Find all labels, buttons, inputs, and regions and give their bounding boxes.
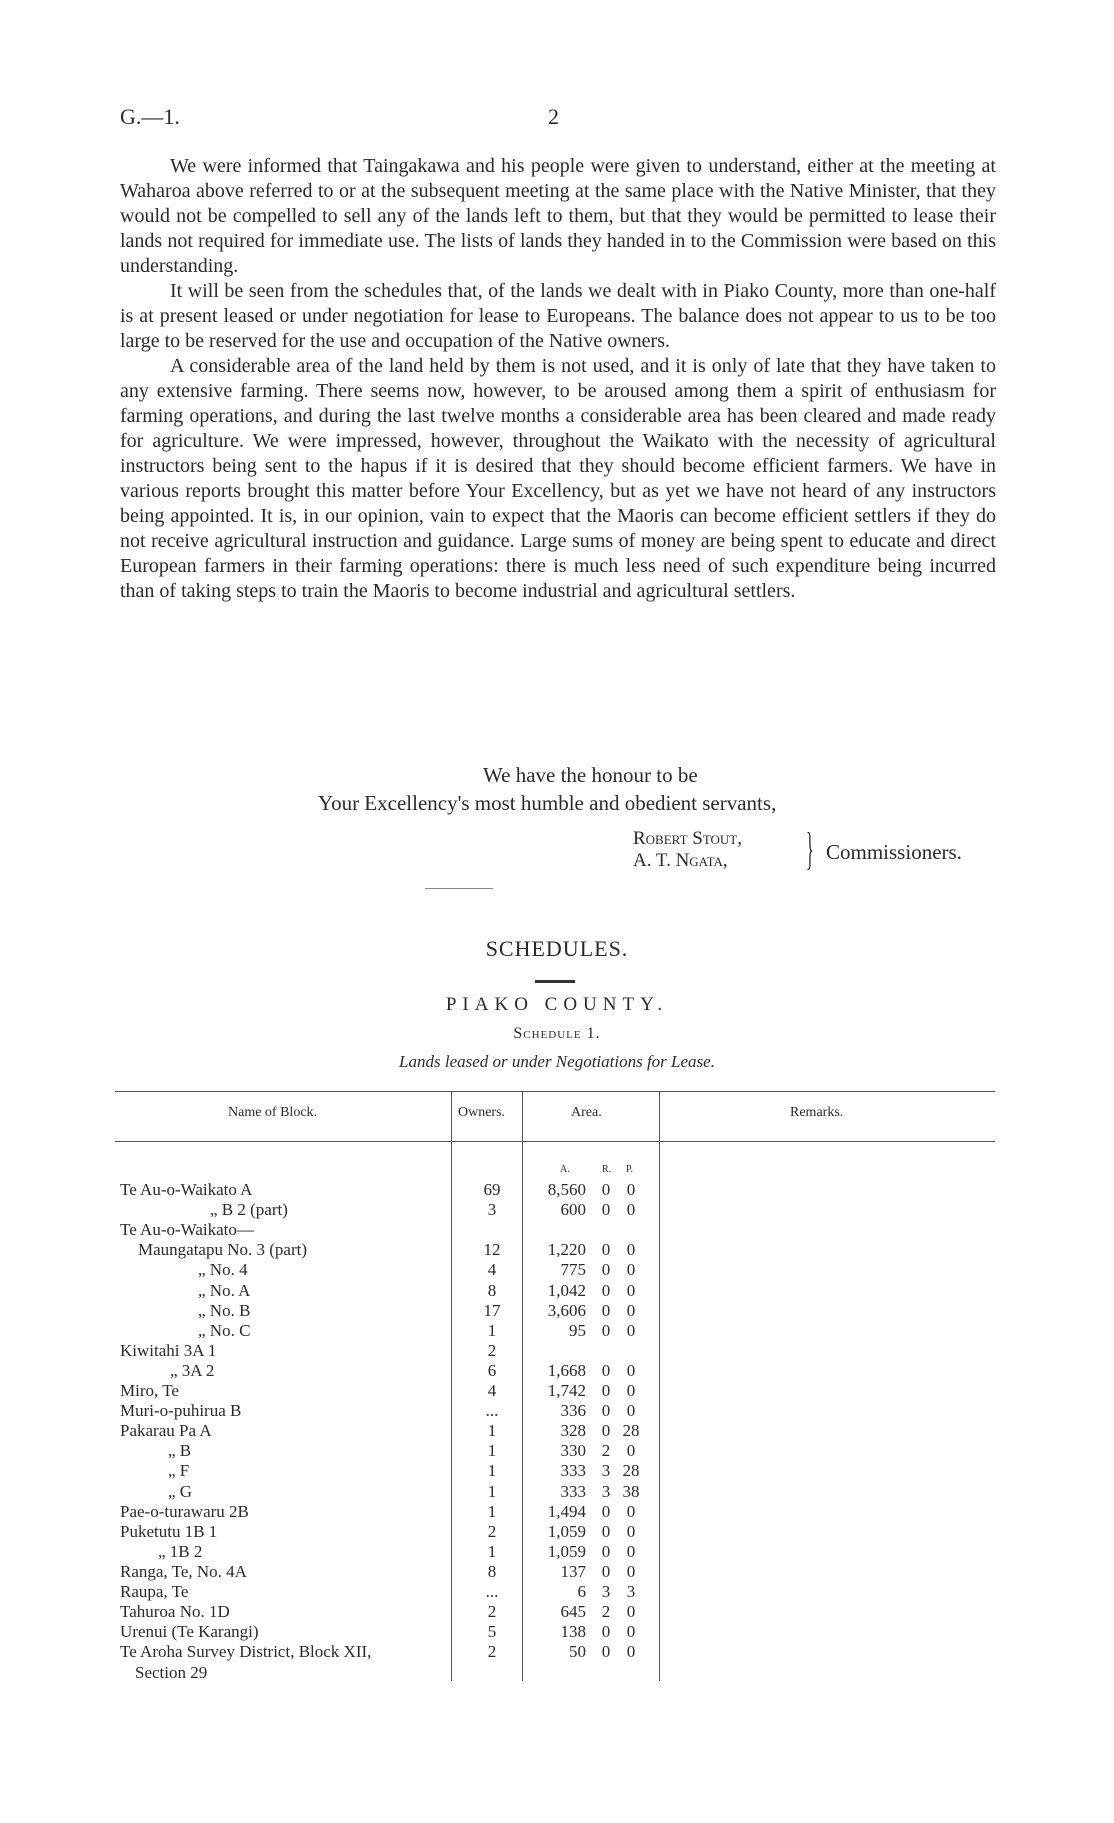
owners-cell: 1 [487, 1542, 497, 1561]
schedule-subtitle: Lands leased or under Negotiations for Lease. [399, 1052, 715, 1071]
roods-cell: 3 [601, 1461, 611, 1480]
roods-cell: 0 [601, 1301, 611, 1320]
table-row [0, 1542, 1114, 1562]
table-row [0, 1200, 1114, 1220]
perches-cell: 0 [626, 1401, 636, 1420]
owners-cell: 2 [487, 1522, 497, 1541]
table-row [0, 1482, 1114, 1502]
perches-cell: 0 [626, 1240, 636, 1259]
owners-cell: ... [485, 1582, 499, 1601]
perches-cell: 0 [626, 1260, 636, 1279]
perches-cell: 0 [626, 1321, 636, 1340]
perches-cell: 3 [626, 1582, 636, 1601]
block-name: „ G [168, 1482, 193, 1501]
table-row [0, 1522, 1114, 1542]
table-row [0, 1502, 1114, 1522]
roods-cell: 0 [601, 1180, 611, 1199]
roods-cell: 3 [601, 1482, 611, 1501]
table-row [0, 1381, 1114, 1401]
acres-cell: 645 [560, 1602, 586, 1621]
acres-cell: 1,742 [547, 1381, 586, 1400]
block-name: Raupa, Te [120, 1582, 189, 1601]
block-name: „ No. A [198, 1281, 251, 1300]
block-name: Urenui (Te Karangi) [120, 1622, 259, 1641]
table-row [0, 1622, 1114, 1642]
acres-cell: 3,606 [547, 1301, 586, 1320]
roods-cell: 0 [601, 1522, 611, 1541]
owners-cell: 6 [487, 1361, 497, 1380]
block-name: Ranga, Te, No. 4A [120, 1562, 247, 1581]
roods-cell: 0 [601, 1281, 611, 1300]
owners-cell: 17 [483, 1301, 501, 1320]
acres-cell: 138 [560, 1622, 586, 1641]
owners-cell: 2 [487, 1602, 497, 1621]
perches-cell: 0 [626, 1502, 636, 1521]
table-row [0, 1441, 1114, 1461]
block-name: Te Aroha Survey District, Block XII, [120, 1642, 372, 1661]
page-number: 2 [548, 104, 559, 129]
perches-cell: 0 [626, 1642, 636, 1661]
signatory-role: Commissioners. [826, 840, 962, 864]
owners-cell: 1 [487, 1502, 497, 1521]
owners-cell: 3 [487, 1200, 497, 1219]
signatory: A. T. Ngata, [633, 850, 728, 871]
acres-cell: 330 [560, 1441, 586, 1460]
block-name: Muri-o-puhirua B [120, 1401, 242, 1420]
table-row [0, 1602, 1114, 1622]
acres-cell: 1,059 [547, 1542, 586, 1561]
divider [425, 888, 493, 889]
roods-cell: 0 [601, 1321, 611, 1340]
block-name: „ B 2 (part) [210, 1200, 288, 1219]
acres-cell: 333 [560, 1482, 586, 1501]
table-row [0, 1281, 1114, 1301]
acres-cell: 333 [560, 1461, 586, 1480]
perches-cell: 0 [626, 1301, 636, 1320]
owners-cell: 1 [487, 1482, 497, 1501]
perches-cell: 0 [626, 1562, 636, 1581]
perches-cell: 0 [626, 1522, 636, 1541]
acres-cell: 600 [560, 1200, 586, 1219]
column-header-remarks: Remarks. [790, 1105, 844, 1120]
perches-cell: 0 [626, 1200, 636, 1219]
table-row [0, 1361, 1114, 1381]
table-row [0, 1421, 1114, 1441]
perches-cell: 0 [626, 1602, 636, 1621]
document-reference: G.—1. [120, 104, 180, 129]
block-name: Te Au-o-Waikato— [120, 1220, 254, 1239]
county-heading: PIAKO COUNTY. [445, 994, 669, 1015]
owners-cell: 4 [487, 1381, 497, 1400]
block-name: Kiwitahi 3A 1 [120, 1341, 217, 1360]
block-name: Puketutu 1B 1 [120, 1522, 218, 1541]
table-row [0, 1301, 1114, 1321]
roods-cell: 2 [601, 1602, 611, 1621]
acres-cell: 336 [560, 1401, 586, 1420]
block-name: Te Au-o-Waikato A [120, 1180, 253, 1199]
table-row [0, 1401, 1114, 1421]
column-header-area: Area. [571, 1105, 602, 1120]
owners-cell: 69 [483, 1180, 501, 1199]
block-name: Maungatapu No. 3 (part) [138, 1240, 308, 1259]
roods-cell: 0 [601, 1562, 611, 1581]
acres-cell: 1,220 [547, 1240, 586, 1259]
block-name: „ 1B 2 [158, 1542, 203, 1561]
acres-cell: 775 [560, 1260, 586, 1279]
block-name: Pae-o-turawaru 2B [120, 1502, 249, 1521]
table-row [0, 1642, 1114, 1662]
acres-cell: 328 [560, 1421, 586, 1440]
block-name: „ No. B [198, 1301, 251, 1320]
owners-cell: 8 [487, 1281, 497, 1300]
block-name: „ F [168, 1461, 190, 1480]
paragraph: We were informed that Taingakawa and his people were given to understand, either at the meeting at Waharoa above referred to or at the subsequent meeting at the same place with the Native Minister, that they would not be compelled to sell any of the lands left to them, but that they would be permitted to lease their lands not required for immediate use. The lists of lands they handed in to the Commission were based on this understanding. [120, 155, 996, 277]
table-row [0, 1562, 1114, 1582]
block-name: „ No. 4 [198, 1260, 248, 1279]
table-rule [115, 1091, 995, 1092]
table-row [0, 1220, 1114, 1240]
roods-cell: 0 [601, 1401, 611, 1420]
acres-cell: 50 [569, 1642, 586, 1661]
owners-cell: 8 [487, 1562, 497, 1581]
perches-cell: 28 [622, 1421, 640, 1440]
owners-cell: 4 [487, 1260, 497, 1279]
perches-cell: 0 [626, 1281, 636, 1300]
owners-cell: 12 [483, 1240, 501, 1259]
table-row [0, 1260, 1114, 1280]
acres-cell: 6 [577, 1582, 586, 1601]
owners-cell: 5 [487, 1622, 497, 1641]
roods-cell: 2 [601, 1441, 611, 1460]
letter-body [120, 154, 996, 604]
roods-cell: 3 [601, 1582, 611, 1601]
acres-cell: 8,560 [547, 1180, 586, 1199]
roods-cell: 0 [601, 1240, 611, 1259]
owners-cell: 2 [487, 1341, 497, 1360]
perches-cell: 0 [626, 1381, 636, 1400]
table-row [0, 1321, 1114, 1341]
owners-cell: 1 [487, 1421, 497, 1440]
row-continuation: Section 29 [135, 1663, 208, 1682]
perches-cell: 0 [626, 1441, 636, 1460]
unit-roods: R. [602, 1164, 612, 1175]
perches-cell: 28 [622, 1461, 640, 1480]
block-name: „ B [168, 1441, 192, 1460]
roods-cell: 0 [601, 1200, 611, 1219]
unit-perches: P. [626, 1164, 633, 1175]
roods-cell: 0 [601, 1260, 611, 1279]
closing-line: Your Excellency's most humble and obedient servants, [318, 791, 777, 815]
owners-cell: 1 [487, 1321, 497, 1340]
table-row [0, 1461, 1114, 1481]
acres-cell: 1,668 [547, 1361, 586, 1380]
block-name: Tahuroa No. 1D [120, 1602, 230, 1621]
owners-cell: ... [485, 1401, 499, 1420]
acres-cell: 137 [560, 1562, 586, 1581]
block-name: „ 3A 2 [170, 1361, 215, 1380]
perches-cell: 0 [626, 1180, 636, 1199]
acres-cell: 1,059 [547, 1522, 586, 1541]
roods-cell: 0 [601, 1622, 611, 1641]
roods-cell: 0 [601, 1542, 611, 1561]
table-row [0, 1582, 1114, 1602]
signatory: Robert Stout, [633, 828, 742, 849]
roods-cell: 0 [601, 1502, 611, 1521]
acres-cell: 1,042 [547, 1281, 586, 1300]
column-header-owners: Owners. [458, 1105, 506, 1120]
brace: } [806, 823, 814, 874]
block-name: Miro, Te [120, 1381, 179, 1400]
roods-cell: 0 [601, 1642, 611, 1661]
unit-acres: A. [560, 1164, 570, 1175]
perches-cell: 38 [622, 1482, 640, 1501]
paragraph: It will be seen from the schedules that, of the lands we dealt with in Piako County, more than one-half is at present leased or under negotiation for lease to Europeans. The balance does not appear to us to be too large to be reserved for the use and occupation of the Native owners. [120, 280, 996, 352]
table-row [0, 1180, 1114, 1200]
table-row [0, 1341, 1114, 1361]
acres-cell: 95 [569, 1321, 586, 1340]
roods-cell: 0 [601, 1421, 611, 1440]
schedule-heading: Schedule 1. [513, 1025, 601, 1042]
table-rule [115, 1141, 995, 1142]
owners-cell: 1 [487, 1441, 497, 1460]
divider [535, 980, 575, 983]
schedules-title: SCHEDULES. [485, 936, 629, 961]
perches-cell: 0 [626, 1361, 636, 1380]
roods-cell: 0 [601, 1381, 611, 1400]
table-row [0, 1240, 1114, 1260]
acres-cell: 1,494 [547, 1502, 586, 1521]
paragraph: A considerable area of the land held by them is not used, and it is only of late that they have taken to any extensive farming. There seems now, however, to be aroused among them a spirit of enthusiasm for farming operations, and during the last twelve months a considerable area has been cleared and made ready for agriculture. We were impressed, however, throughout the Waikato with the necessity of agricultural instructors being sent to the hapus if it is desired that they should become efficient farmers. We have in various reports brought this matter before Your Excellency, but as yet we have not heard of any instructors being appointed. It is, in our opinion, vain to expect that the Maoris can become efficient settlers if they do not receive agricultural instruction and guidance. Large sums of money are being spent to educate and direct European farmers in their farming operations: there is much less need of such expenditure being incurred than of taking steps to train the Maoris to become industrial and agricultural settlers. [120, 355, 996, 602]
block-name: „ No. C [198, 1321, 251, 1340]
block-name: Pakarau Pa A [120, 1421, 212, 1440]
closing-line: We have the honour to be [483, 763, 698, 787]
perches-cell: 0 [626, 1622, 636, 1641]
perches-cell: 0 [626, 1542, 636, 1561]
roods-cell: 0 [601, 1361, 611, 1380]
owners-cell: 1 [487, 1461, 497, 1480]
column-header-name: Name of Block. [228, 1105, 318, 1120]
owners-cell: 2 [487, 1642, 497, 1661]
